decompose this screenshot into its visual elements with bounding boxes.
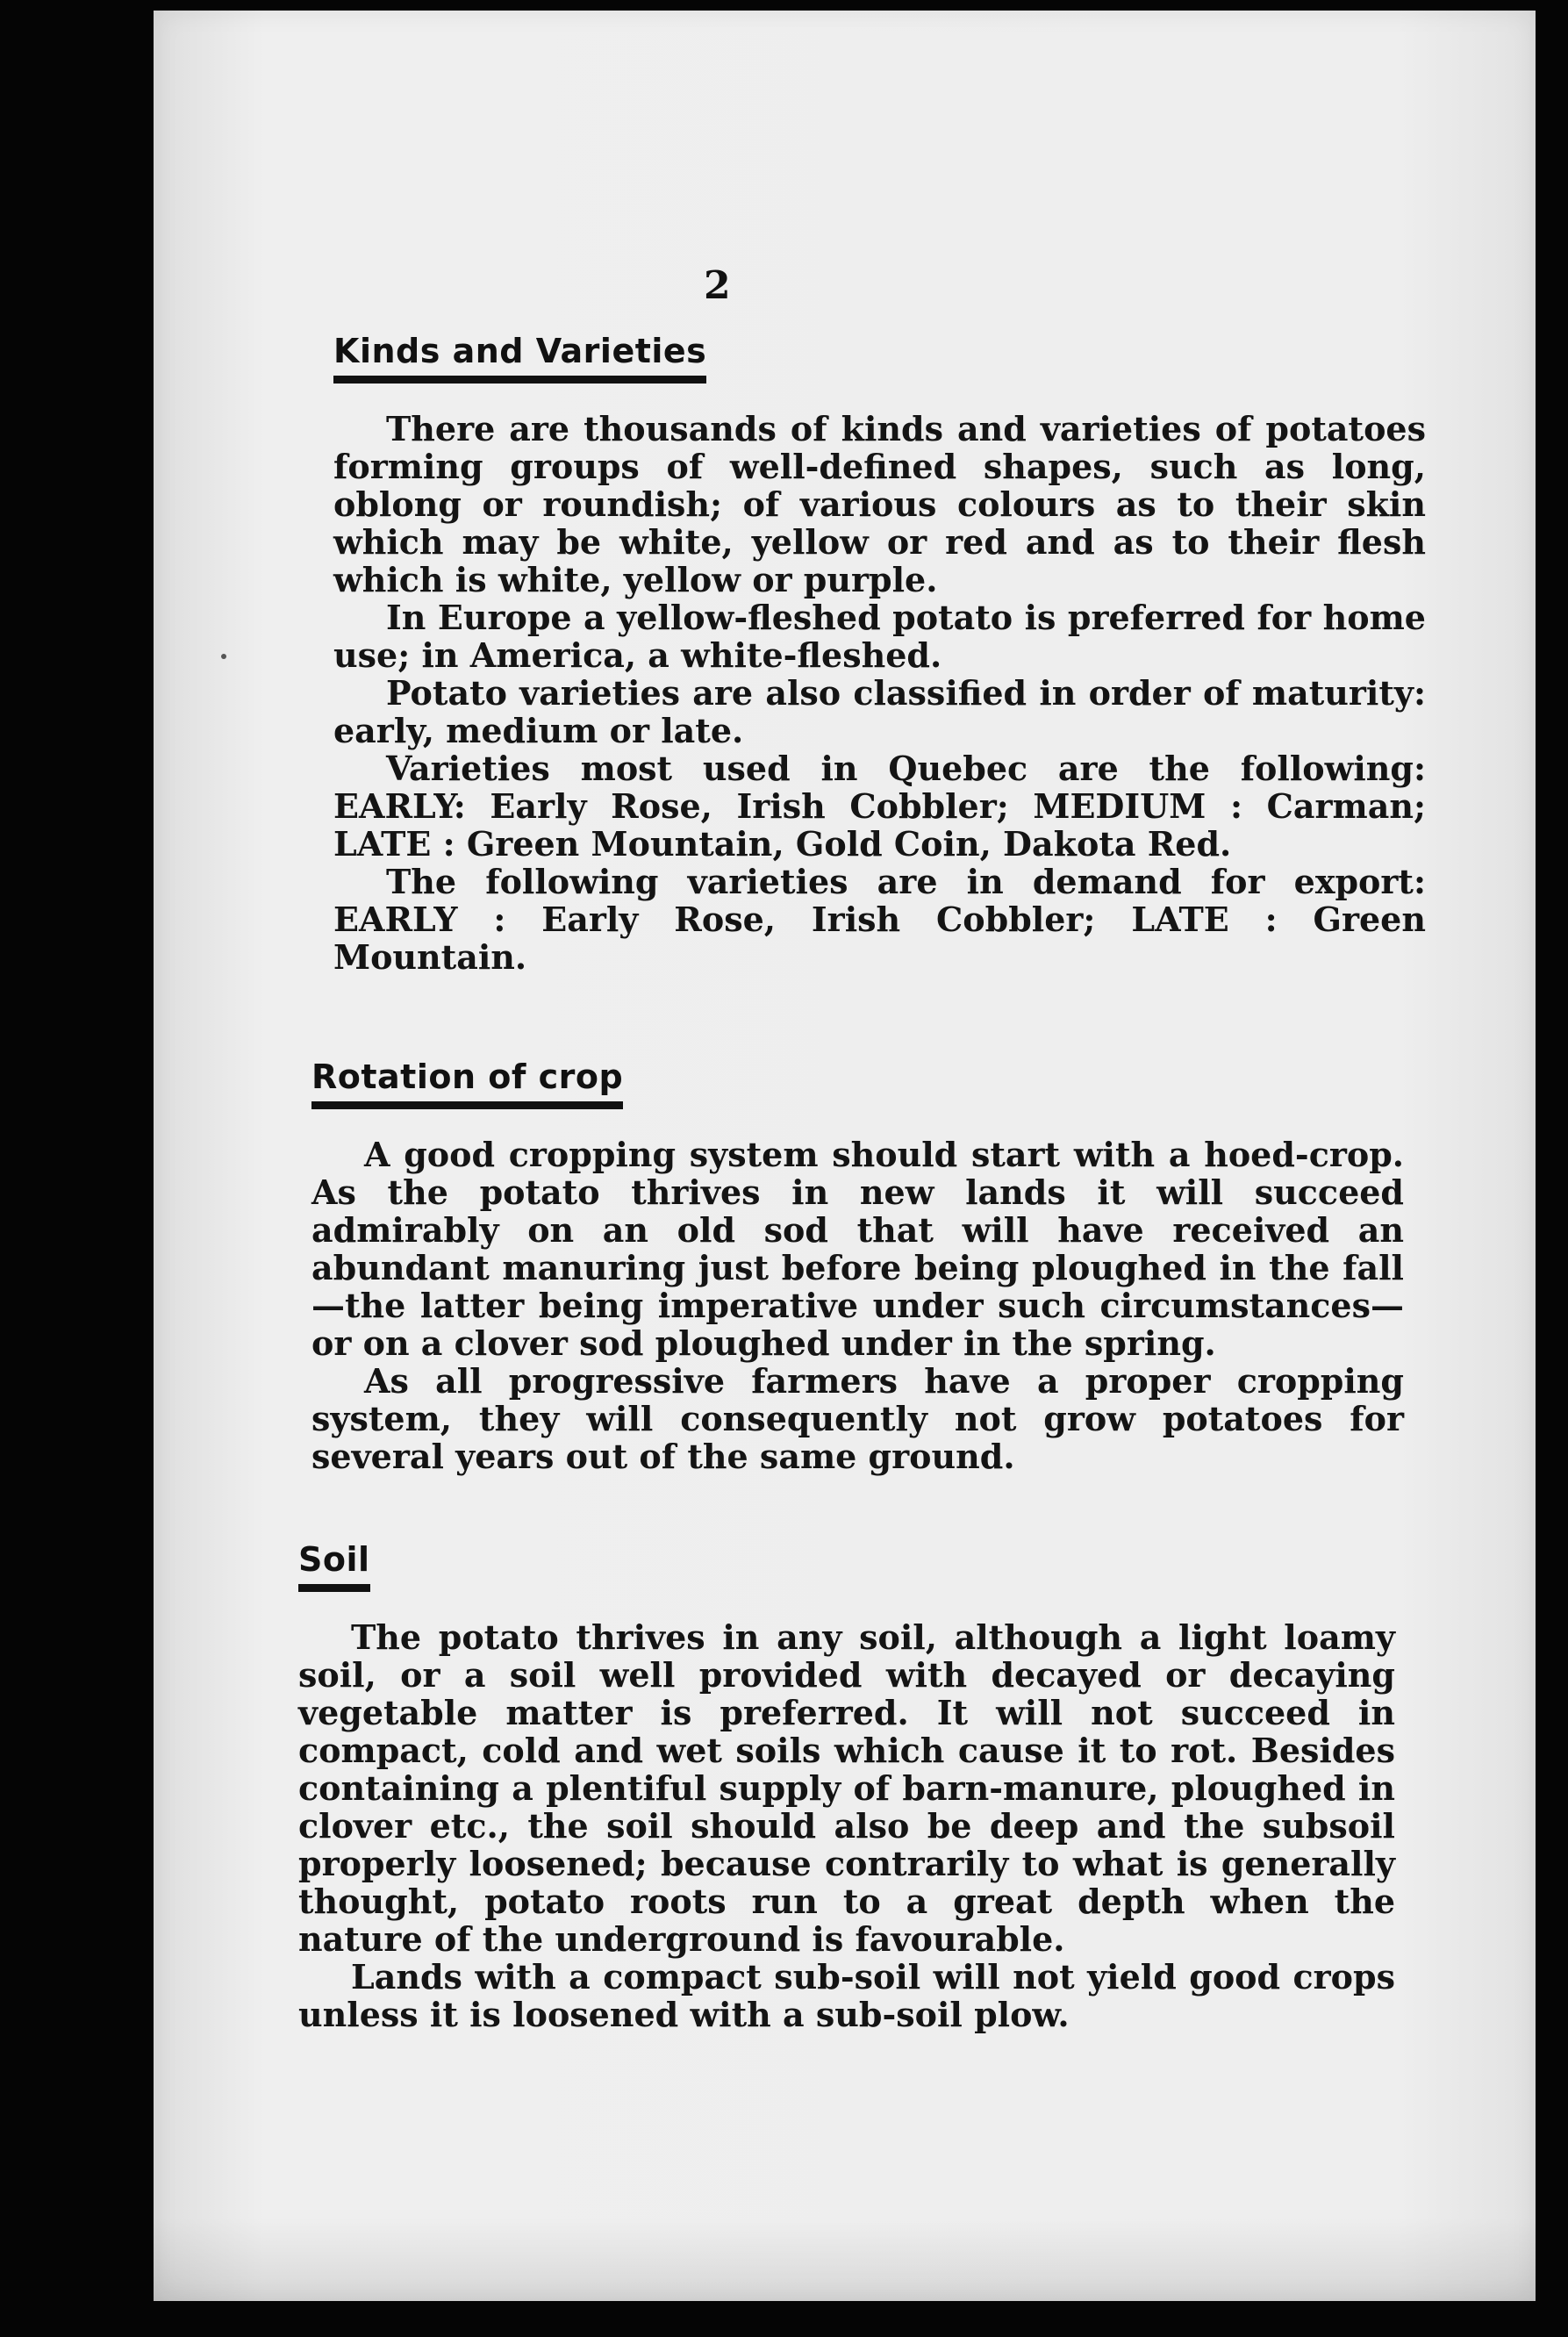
section-heading: Soil (298, 1540, 370, 1592)
paragraph: As all progressive farmers have a proper cropping system, they will consequently not grow potatoes for several years out of the same ground. (311, 1361, 1404, 1476)
section-body (298, 1618, 1395, 2033)
paragraph: There are thousands of kinds and varieties of potatoes forming groups of well-defined shapes, such as long, oblong or roundish; of various colours as to their skin which may be white, yellow or red and as to their flesh which is white, yellow or purple. (333, 409, 1426, 599)
section-heading: Kinds and Varieties (333, 332, 706, 384)
section-kinds-and-varieties (333, 332, 1426, 976)
section-heading: Rotation of crop (311, 1057, 623, 1109)
section-rotation-of-crop (311, 1057, 1404, 1475)
page-number: 2 (704, 263, 731, 308)
paragraph: The following varieties are in demand for export: EARLY : Early Rose, Irish Cobbler; LATE : Green Mountain. (333, 862, 1426, 977)
paragraph: In Europe a yellow-fleshed potato is preferred for home use; in America, a white-fleshed. (333, 598, 1426, 675)
paragraph: Lands with a compact sub-soil will not yield good crops unless it is loosened with a sub-soil plow. (298, 1957, 1395, 2034)
paragraph: Varieties most used in Quebec are the following: EARLY: Early Rose, Irish Cobbler; MEDIUM : Carman; LATE : Green Mountain, Gold Coin, Dakota Red. (333, 749, 1426, 864)
section-soil (298, 1540, 1395, 2033)
paragraph: A good cropping system should start with a hoed-crop. As the potato thrives in new lands it will succeed admirably on an old sod that will have received an abundant manuring just before being ploughed in the fall—the latter being imperative under such circumstances—or on a clover sod ploughed under in the spring. (311, 1135, 1404, 1363)
paragraph: Potato varieties are also classified in order of maturity: early, medium or late. (333, 673, 1426, 750)
ink-speck (221, 654, 226, 659)
paragraph: The potato thrives in any soil, although a light loamy soil, or a soil well provided with decayed or decaying vegetable matter is preferred. It will not succeed in compact, cold and wet soils which cause it to rot. Besides containing a plentiful supply of barn-manure, ploughed in clover etc., the soil should also be deep and the subsoil properly loosened; because contrarily to what is generally thought, potato roots run to a great depth when the nature of the underground is favourable. (298, 1617, 1395, 1959)
page-bottom-edge (154, 2218, 1536, 2301)
section-body (333, 410, 1426, 976)
section-body (311, 1136, 1404, 1475)
